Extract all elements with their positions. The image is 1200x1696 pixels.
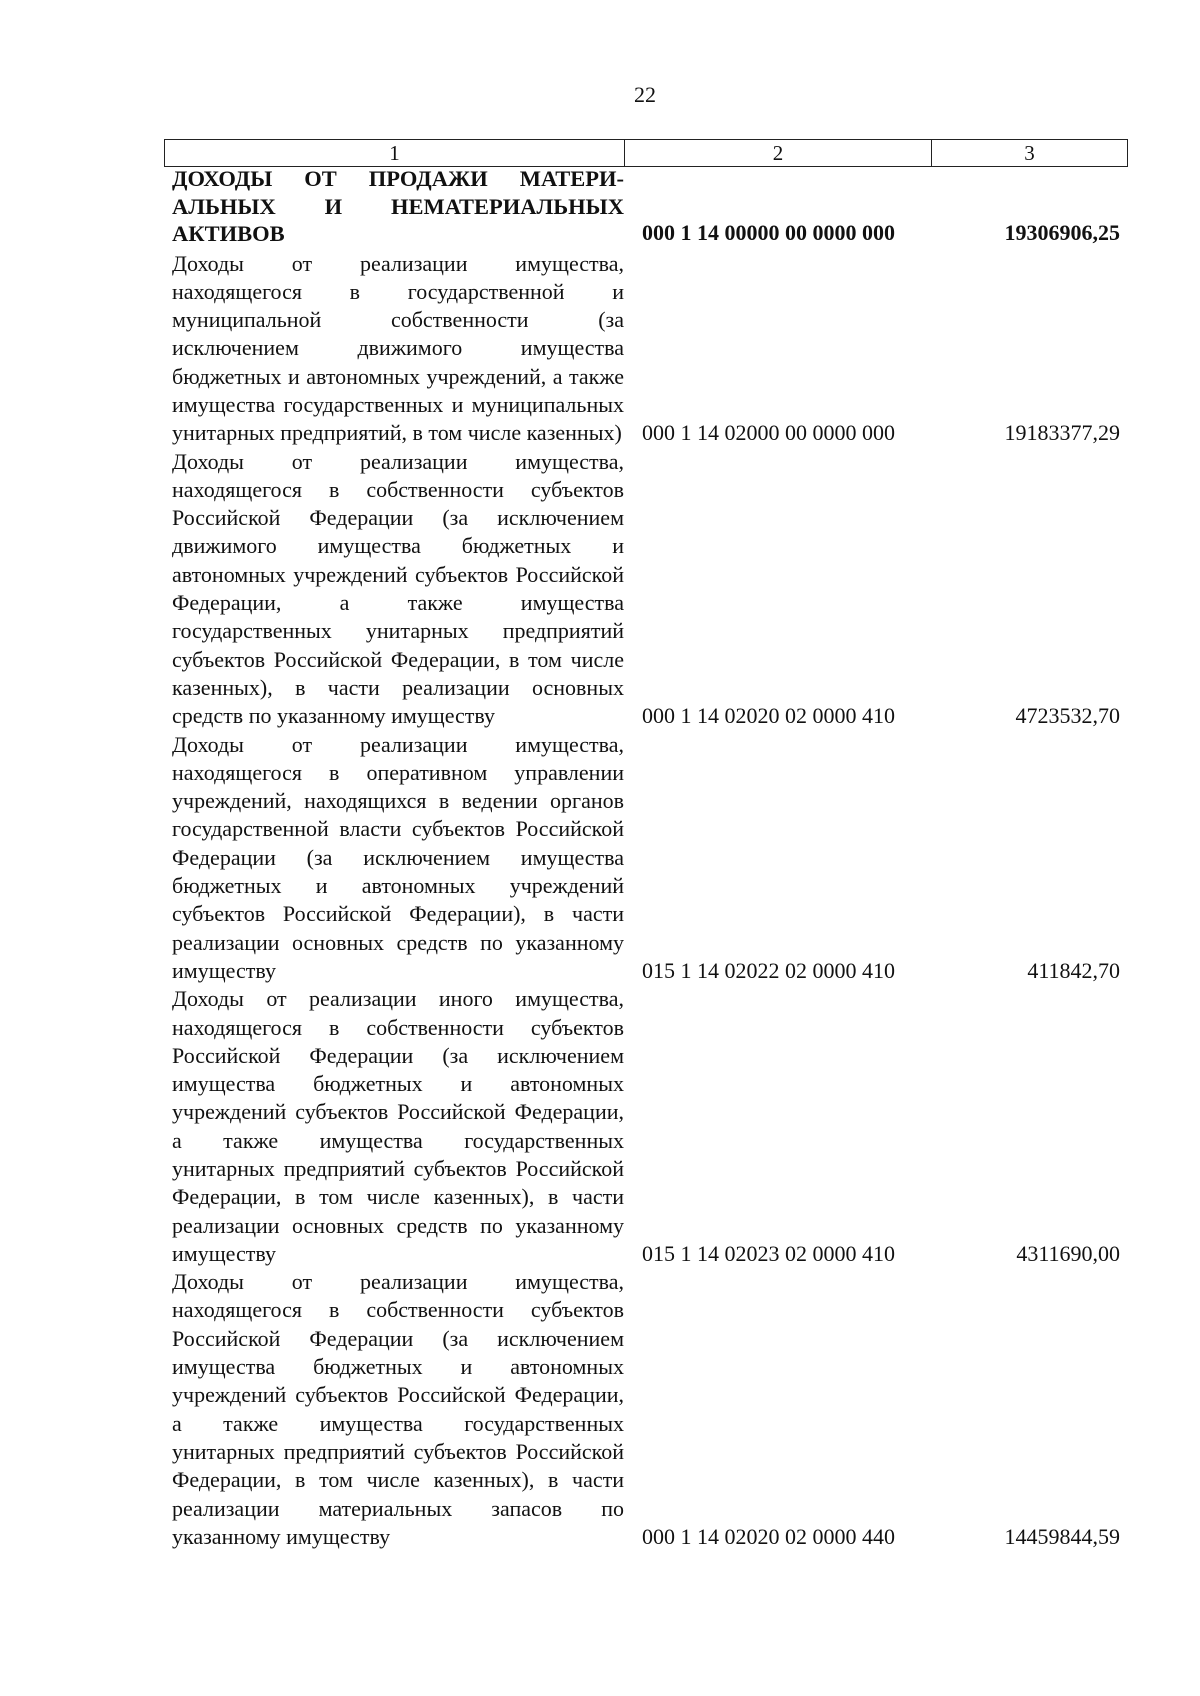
row-code: 000 1 14 02020 02 0000 440: [642, 1523, 895, 1549]
table-header: [164, 139, 1128, 167]
row-code: 000 1 14 02020 02 0000 410: [642, 703, 895, 729]
table-row: [164, 250, 1128, 448]
table-body: [164, 167, 1128, 1551]
table-row: [164, 731, 1128, 986]
row-code: 015 1 14 02022 02 0000 410: [642, 957, 895, 983]
row-name: ДОХОДЫ ОТ ПРОДАЖИ МАТЕРИ-АЛЬНЫХ И НЕМАТЕРИАЛЬНЫХ АКТИВОВ: [172, 166, 624, 246]
row-sum: 411842,70: [1027, 957, 1120, 983]
column-header-1: 1: [165, 140, 625, 166]
row-sum: 19183377,29: [1004, 420, 1120, 446]
table-row: [164, 165, 1128, 248]
table-row: [164, 1268, 1128, 1551]
row-sum: 19306906,25: [1004, 220, 1120, 246]
page-number: 22: [634, 82, 656, 107]
row-name: Доходы от реализации имущества, находящегося в оперативном управлении учреждений, находящихся в ведении органов государственной власти субъектов Российской Федерации (за исключением имущества бюджетных и автономных учреждений субъектов Российской Федерации), в части реализации основных средств по указанному имуществу: [172, 731, 624, 983]
table-row: [164, 985, 1128, 1268]
column-header-2: 2: [625, 140, 932, 166]
column-header-3: 3: [1024, 140, 1035, 165]
row-name: Доходы от реализации иного имущества, находящегося в собственности субъектов Российской Федерации (за исключением имущества бюджетных и автономных учреждений субъектов Российской Федерации, а также имущества государственных унитарных предприятий субъектов Российской Федерации, в том числе казенных), в части реализации основных средств по указанному имуществу: [172, 986, 624, 1266]
row-code: 000 1 14 02000 00 0000 000: [642, 420, 895, 446]
row-code: 000 1 14 00000 00 0000 000: [642, 220, 895, 246]
row-name: Доходы от реализации имущества, находящегося в собственности субъектов Российской Федерации (за исключением движимого имущества бюджетных и автономных учреждений субъектов Российской Федерации, а также имущества государственных унитарных предприятий субъектов Российской Федерации, в том числе казенных), в части реализации основных средств по указанному имуществу: [172, 448, 624, 729]
row-sum: 4723532,70: [1015, 703, 1120, 729]
row-sum: 4311690,00: [1016, 1240, 1120, 1266]
row-name: Доходы от реализации имущества, находящегося в государственной и муниципальной собственности (за исключением движимого имущества бюджетных и автономных учреждений, а также имущества государственных и муниципальных унитарных предприятий, в том числе казенных): [172, 250, 624, 446]
table-row: [164, 448, 1128, 731]
row-sum: 14459844,59: [1004, 1523, 1120, 1549]
row-code: 015 1 14 02023 02 0000 410: [642, 1240, 895, 1266]
row-name: Доходы от реализации имущества, находящегося в собственности субъектов Российской Федерации (за исключением имущества бюджетных и автономных учреждений субъектов Российской Федерации, а также имущества государственных унитарных предприятий субъектов Российской Федерации, в том числе казенных), в части реализации материальных запасов по указанному имуществу: [172, 1269, 624, 1549]
